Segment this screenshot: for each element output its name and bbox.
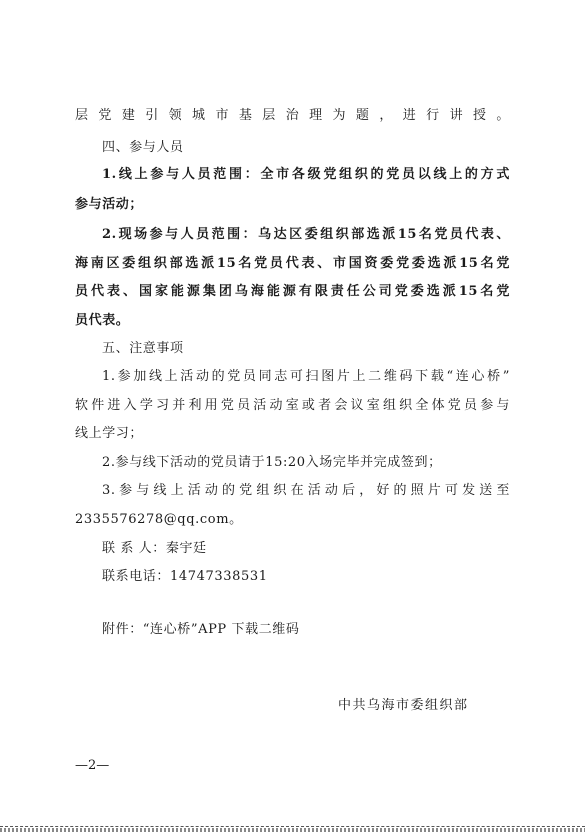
para-text-line: 3.参与线上活动的党组织在活动后，好的照片可发送至 xyxy=(102,483,510,498)
section-heading: 四、参与人员 xyxy=(102,140,184,155)
para-text-line: 员代表、国家能源集团乌海能源有限责任公司党委选派15名党 xyxy=(75,284,510,299)
page-bottom-border xyxy=(0,826,585,827)
contact-phone: 联系电话：14747338531 xyxy=(102,569,268,584)
para-text-line: 员代表。 xyxy=(75,313,130,328)
contact-person: 联 系 人：秦宇廷 xyxy=(102,541,207,556)
para-text-line: 2.现场参与人员范围：乌达区委组织部选派15名党员代表、 xyxy=(102,227,510,242)
para-text-line: 参与活动； xyxy=(75,197,144,212)
para-text-line: 2.参与线下活动的党员请于15:20入场完毕并完成签到； xyxy=(102,455,442,470)
para-text-line: 线上学习； xyxy=(75,426,144,441)
page-bottom-edge xyxy=(0,828,585,832)
issuer-signature: 中共乌海市委组织部 xyxy=(338,698,469,713)
para-text-line: 1.线上参与人员范围：全市各级党组织的党员以线上的方式 xyxy=(102,167,510,182)
para-text-line: 海南区委组织部选派15名党员代表、市国资委党委选派15名党 xyxy=(75,256,510,271)
page-number: —2— xyxy=(75,758,110,773)
para-text-line: 层党建引领城市基层治理为题，进行讲授。 xyxy=(75,108,510,123)
section-heading: 五、注意事项 xyxy=(102,341,184,356)
para-text-line: 1.参加线上活动的党员同志可扫图片上二维码下载“连心桥” xyxy=(102,369,510,384)
para-text-line: 软件进入学习并利用党员活动室或者会议室组织全体党员参与 xyxy=(75,398,510,413)
email-address: 2335576278@qq.com。 xyxy=(75,512,243,527)
attachment-note: 附件：“连心桥”APP 下载二维码 xyxy=(102,622,300,637)
